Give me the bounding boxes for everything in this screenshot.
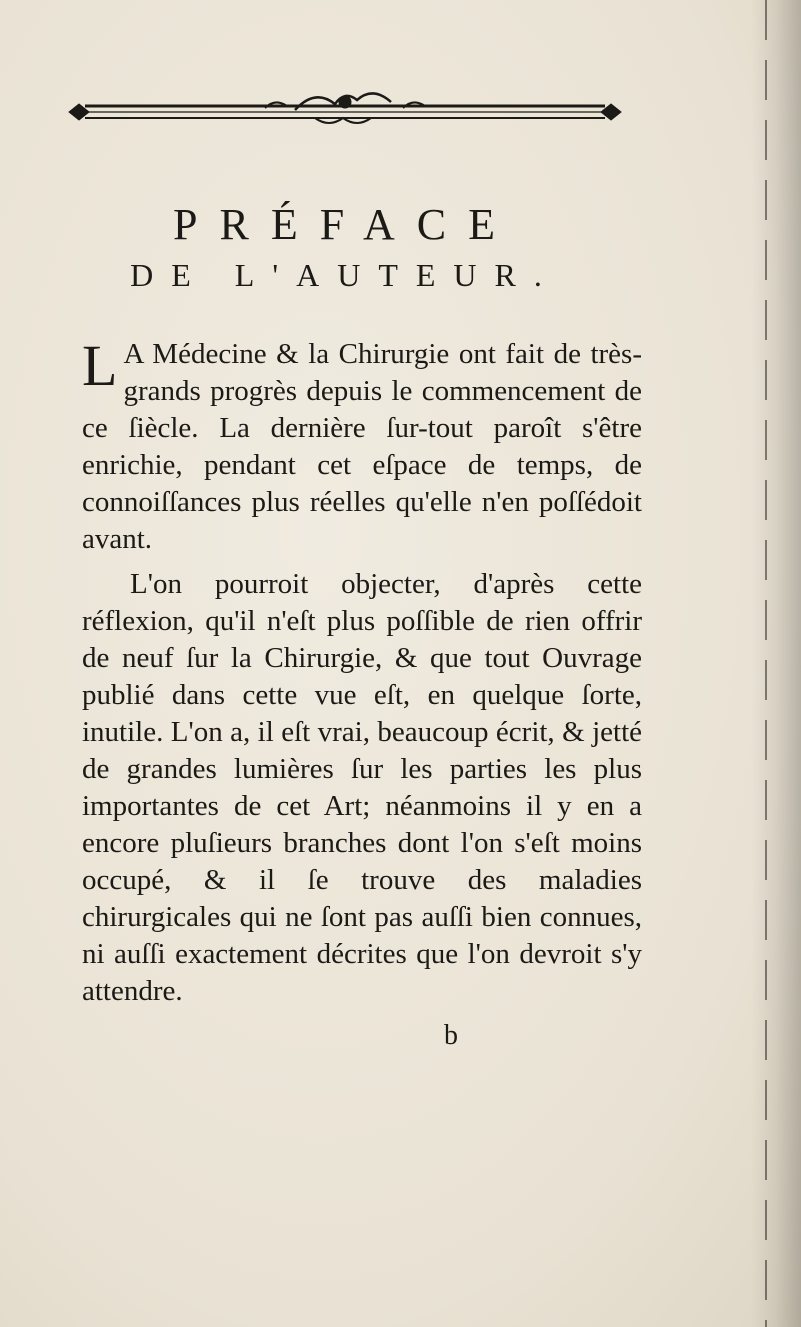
book-spine-shadow xyxy=(751,0,801,1327)
body-text xyxy=(82,333,642,1010)
drop-cap: L xyxy=(82,333,118,398)
page-title: PRÉFACE xyxy=(173,200,517,250)
paragraph-2: L'on pourroit objecter, d'après cette réflexion, qu'il n'eſt plus poſſible de rien offrir de neuf ſur la Chirurgie, & que tout Ouvrage publié dans cette vue eſt, en quelque ſorte, inutile. L'on a, il eſt vrai, beaucoup écrit, & jetté de grandes lumières ſur les parties les plus importantes de cet Art; néanmoins il y en a encore pluſieurs branches dont l'on s'eſt moins occupé, & il ſe trouve des maladies chirurgicales qui ne ſont pas auſſi bien connues, ni auſſi exactement décrites que l'on devroit s'y attendre. xyxy=(82,568,642,1007)
header-ornament-icon xyxy=(65,88,625,138)
page-subtitle: DE L'AUTEUR. xyxy=(130,257,560,293)
paragraph-1 xyxy=(82,333,642,558)
signature-mark: b xyxy=(444,1020,458,1051)
paragraph-1-text: A Médecine & la Chirurgie ont fait de très-grands progrès depuis le commencement de ce ſiècle. La dernière ſur-tout paroît s'être enrichie, pendant cet eſpace de temps, de connoiſſances plus réelles qu'elle n'en poſſédoit avant. xyxy=(82,338,642,555)
